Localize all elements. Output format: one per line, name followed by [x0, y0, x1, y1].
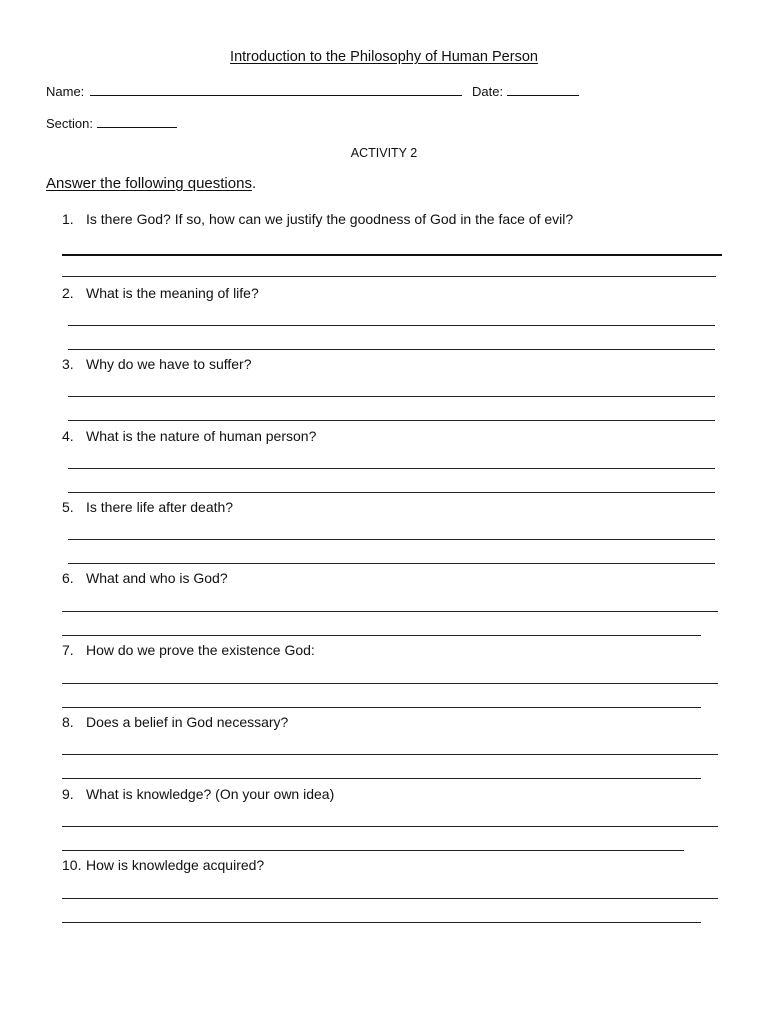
question-10 [62, 857, 264, 873]
answer-line[interactable] [62, 922, 701, 923]
answer-line[interactable] [68, 396, 715, 397]
answer-line[interactable] [68, 420, 715, 421]
question-3 [62, 356, 252, 372]
answer-line[interactable] [68, 492, 715, 493]
question-number: 9. [62, 786, 74, 802]
question-text: What is the meaning of life? [86, 285, 259, 301]
question-2 [62, 285, 259, 301]
question-8 [62, 714, 288, 730]
question-number: 4. [62, 428, 74, 444]
question-number: 1. [62, 211, 74, 227]
name-blank[interactable] [90, 83, 462, 96]
name-label: Name: [46, 84, 85, 99]
question-5 [62, 499, 233, 515]
answer-line[interactable] [68, 468, 715, 469]
instructions [46, 175, 256, 192]
date-label: Date: [472, 84, 504, 99]
section-label: Section: [46, 116, 93, 131]
answer-line[interactable] [62, 850, 684, 851]
question-number: 3. [62, 356, 74, 372]
answer-line[interactable] [62, 707, 701, 708]
answer-line[interactable] [62, 778, 701, 779]
instructions-suffix: . [251, 175, 257, 192]
question-text: Is there life after death? [86, 499, 234, 515]
question-6 [62, 570, 228, 586]
answer-line[interactable] [62, 826, 718, 827]
answer-line[interactable] [62, 276, 716, 277]
question-number: 6. [62, 570, 74, 586]
question-4 [62, 428, 316, 444]
answer-line[interactable] [62, 683, 718, 684]
answer-line[interactable] [68, 349, 715, 350]
date-blank[interactable] [507, 83, 579, 96]
answer-line[interactable] [68, 539, 715, 540]
activity-heading: ACTIVITY 2 [350, 146, 418, 160]
instructions-text: Answer the following questions [46, 175, 252, 192]
date-field [472, 83, 579, 99]
name-field [46, 83, 462, 99]
question-9 [62, 786, 334, 802]
question-number: 8. [62, 714, 74, 730]
answer-line[interactable] [62, 635, 701, 636]
question-text: Does a belief in God necessary? [86, 714, 289, 730]
question-text: What and who is God? [86, 570, 228, 586]
question-number: 5. [62, 499, 74, 515]
answer-line[interactable] [68, 325, 715, 326]
question-text: How do we prove the existence God: [86, 642, 315, 658]
question-number: 7. [62, 642, 74, 658]
page-title: Introduction to the Philosophy of Human Person [230, 49, 538, 65]
question-text: Why do we have to suffer? [86, 356, 252, 372]
answer-line[interactable] [62, 754, 718, 755]
answer-line[interactable] [68, 563, 715, 564]
question-text: What is the nature of human person? [86, 428, 317, 444]
question-number: 10. [62, 857, 82, 873]
section-field [46, 115, 177, 131]
section-blank[interactable] [97, 115, 177, 128]
question-7 [62, 642, 315, 658]
answer-line[interactable] [62, 611, 718, 612]
question-text: Is there God? If so, how can we justify the goodness of God in the face of evil? [86, 211, 574, 227]
question-1 [62, 211, 573, 227]
answer-line[interactable] [62, 898, 718, 899]
answer-line[interactable] [62, 254, 722, 256]
question-text: How is knowledge acquired? [86, 857, 265, 873]
question-number: 2. [62, 285, 74, 301]
question-text: What is knowledge? (On your own idea) [86, 786, 335, 802]
